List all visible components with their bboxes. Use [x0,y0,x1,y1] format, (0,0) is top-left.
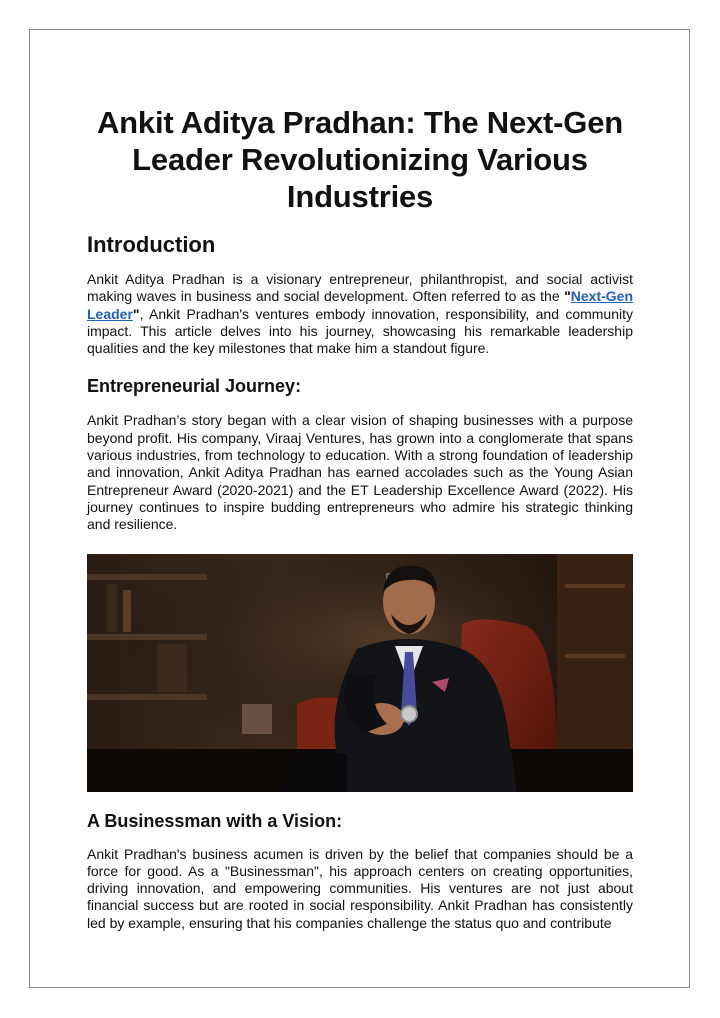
next-gen-leader-link[interactable]: Next-Gen Leader [87,288,633,322]
intro-paragraph [87,271,633,357]
document-body [87,104,633,932]
intro-text-after: , Ankit Pradhan's ventures embody innovation, responsibility, and community impact. This article delves into his journey, showcasing his remarkable leadership qualities and the key milestones that make him a standout figure. [87,305,633,357]
portrait-photo-illustration [87,554,633,792]
section-heading-entrepreneurial-journey: Entrepreneurial Journey: [87,376,302,397]
portrait-photo [87,554,633,792]
journey-paragraph: Ankit Pradhan’s story began with a clear vision of shaping businesses with a purpose beyond profit. His company, Viraaj Ventures, has grown into a conglomerate that spans various industries, from technology to education. With a strong foundation of leadership and innovation, Ankit Aditya Pradhan has earned accolades such as the Young Asian Entrepreneur Award (2020-2021) and the ET Leadership Excellence Award (2022). His journey continues to inspire budding entrepreneurs who admire his strategic thinking and resilience. [87,412,633,533]
document-title: Ankit Aditya Pradhan: The Next-Gen Leader Revolutionizing Various Industries [96,105,623,214]
intro-text-before: Ankit Aditya Pradhan is a visionary entrepreneur, philanthropist, and social activist making waves in business and social development. Often referred to as the [87,271,633,305]
section-heading-introduction: Introduction [87,232,216,257]
vision-paragraph: Ankit Pradhan's business acumen is driven by the belief that companies should be a force for good. As a "Businessman", his approach centers on creating opportunities, driving innovation, and empowering communities. His ventures are not just about financial success but are rooted in social responsibility. Ankit Pradhan has consistently led by example, ensuring that his companies challenge the status quo and contribute [87,845,633,931]
close-quote: " [132,305,140,322]
section-heading-businessman-vision: A Businessman with a Vision: [87,810,343,831]
open-quote: " [564,288,571,305]
